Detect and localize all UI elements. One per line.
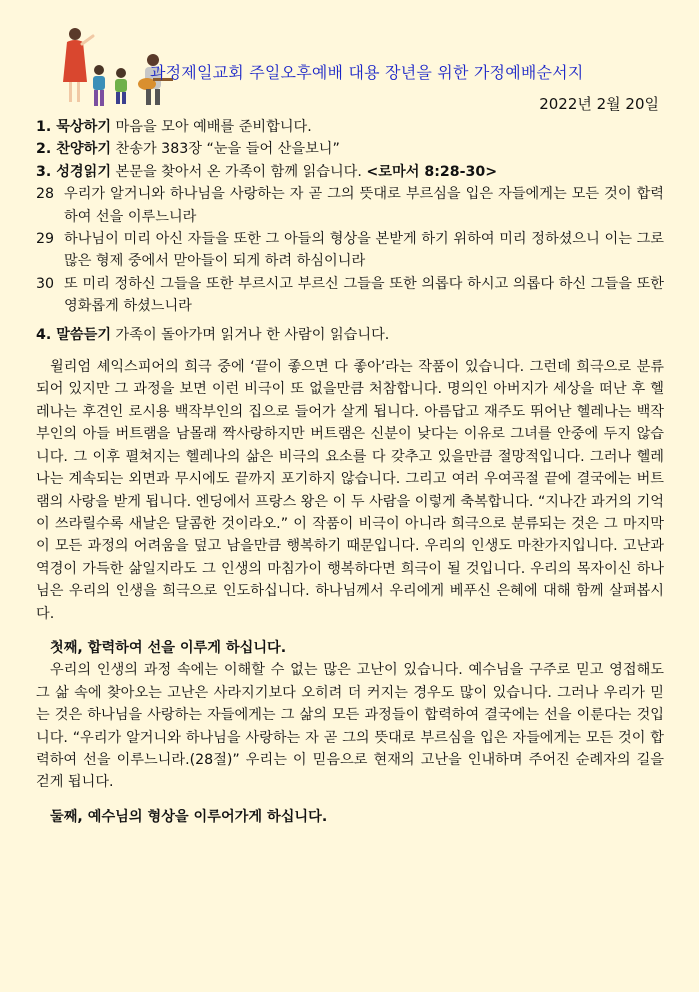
step-praise: 2. 찬양하기 찬송가 383장 “눈을 들어 산을보니” [36, 141, 340, 158]
verse-28: 28 우리가 알거니와 하나님을 사랑하는 자 곧 그의 뜻대로 부르심을 입은 자들에게는 모든 것이 합력하여 선을 이루느니라 [36, 186, 664, 225]
step-meditation: 1. 묵상하기 마음을 모아 예배를 준비합니다. [36, 119, 312, 135]
worship-content [36, 116, 664, 828]
child-one [93, 76, 105, 90]
page-title: 과정제일교회 주일오후예배 대용 장년을 위한 가정예배순서지 [150, 63, 584, 82]
mother-dress [63, 40, 87, 82]
sermon-paragraph-first: 우리의 인생의 과정 속에는 이해할 수 없는 많은 고난이 있습니다. 예수님을 구주로 믿고 영접해도 그 삶 속에 찾아오는 고난은 사라지기보다 오히려 더 커지는 경우도 많이 있습니다. 그러나 우리가 믿는 것은 하나님을 사랑하는 자들에게는 그 삶의 모든 과정들이 합력하여 결국에는 선을 이룬다는 것입니다. “우리가 알거니와 하나님을 사랑하는 자 곧 그의 뜻대로 부르심을 입은 자들에게는 모든 것이 합력하여 선을 이루느니라.(28절)” 우리는 이 믿음으로 현재의 고난을 인내하며 주어진 순례자의 길을 걷게 됩니다. [36, 662, 664, 791]
step-scripture: 3. 성경읽기 본문을 찾아서 온 가족이 함께 읽습니다. <로마서 8:28-30> [36, 163, 498, 180]
verse-29: 29 하나님이 미리 아신 자들을 또한 그 아들의 형상을 본받게 하기 위하여 미리 정하셨으니 이는 그로 많은 형제 중에서 맏아들이 되게 하려 하심이니라 [36, 231, 664, 270]
sermon-heading-second: 둘째, 예수님의 형상을 이루어가게 하십니다. [50, 808, 328, 825]
worship-date: 2022년 2월 20일 [539, 95, 659, 113]
child-two [115, 79, 127, 92]
sermon-intro: 윌리엄 셰익스피어의 희극 중에 ‘끝이 좋으면 다 좋아’라는 작품이 있습니다. 그런데 희극으로 분류되어 있지만 그 과정을 보면 이런 비극이 또 없을만큼 처참합니다. 명의인 아버지가 세상을 떠난 후 헬레나는 후견인 로시용 백작부인의 집으로 들어가 살게 됩니다. 아름답고 재주도 뛰어난 헬레나는 백작부인의 아들 버트램을 남몰래 짝사랑하지만 버트램은 신분이 낮다는 이유로 그녀를 안중에 두지 않습니다. 그 이후 펼쳐지는 헬레나의 삶은 비극의 요소를 다 갖추고 있을만큼 절망적입니다. 그러나 헬레나는 계속되는 외면과 무시에도 끝까지 포기하지 않습니다. 그리고 여러 우여곡절 끝에 결국에는 버트램의 사랑을 받게 됩니다. 엔딩에서 프랑스 왕은 이 두 사람을 이렇게 축복합니다. “지나간 과거의 기억이 쓰라릴수록 새날은 달콤한 것이라오.” 이 작품이 비극이 아니라 희극으로 분류되는 것은 그 마지막이 모든 과정의 어려움을 덮고 남을만큼 행복하기 때문입니다. 우리의 인생도 마찬가지입니다. 고난과 역경이 가득한 삶일지라도 그 인생의 마침가이 행복하다면 희극이 될 것입니다. 우리의 목자이신 하나님은 우리의 인생을 희극으로 인도하십니다. 하나님께서 우리에게 베푸신 은혜에 대해 함께 살펴봅시다. [36, 359, 664, 622]
sermon-heading-first: 첫째, 합력하여 선을 이루게 하십니다. [50, 639, 287, 656]
verse-30: 30 또 미리 정하신 그들을 또한 부르시고 부르신 그들을 또한 의롭다 하시고 의롭다 하신 그들을 또한 영화롭게 하셨느니라 [36, 275, 664, 315]
mother-head [69, 28, 81, 40]
step-sermon: 4. 말씀듣기 가족이 돌아가며 읽거나 한 사람이 읽습니다. [36, 326, 390, 343]
